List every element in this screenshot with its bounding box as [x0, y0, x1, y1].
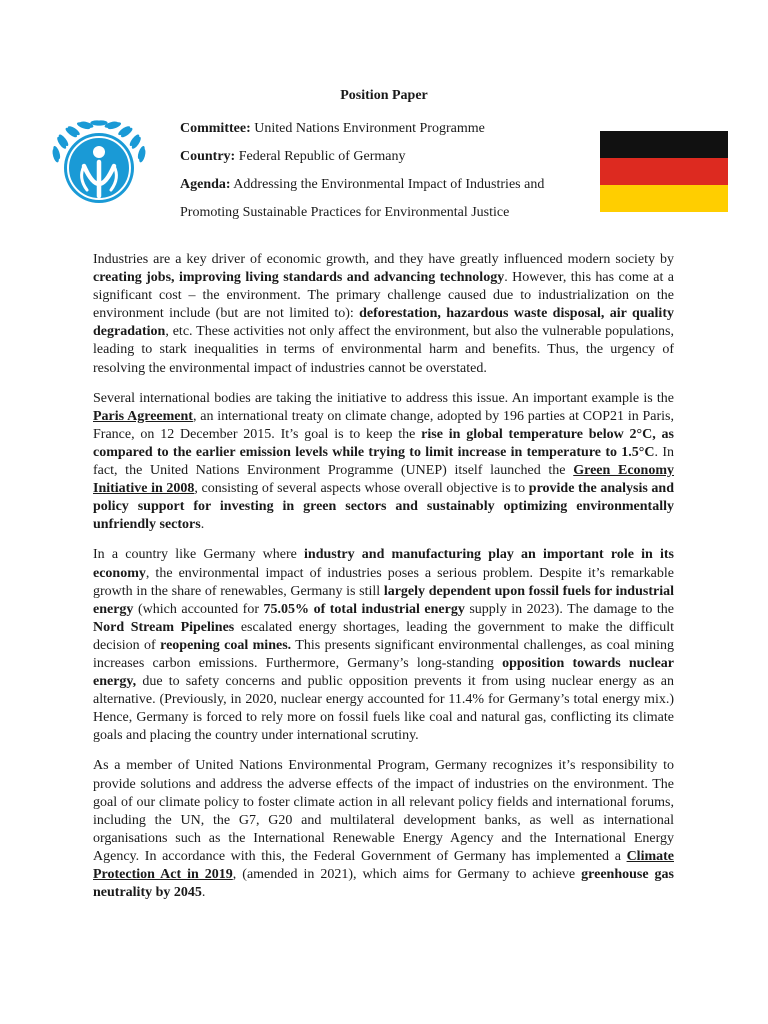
bold-run: reopening coal mines.	[160, 637, 292, 653]
bold-run: opposition towards nuclear energy,	[93, 655, 674, 690]
country-label: Country:	[180, 149, 236, 164]
text-run: , the environmental impact of industries poses a serious problem. Despite it’s remarkable growth in the share of renewables, Germany is still	[93, 565, 674, 599]
text-run: supply in 2023). The damage to the	[464, 601, 674, 617]
text-run: , (amended in 2021), which aims for Germany to achieve	[232, 867, 582, 882]
header-block	[180, 120, 600, 232]
bold-run: rise in global temperature below 2°C, as compared to the earlier emission levels while trying to limit increase in temperature to 1.5°C	[93, 426, 674, 460]
body-text	[93, 251, 674, 914]
unep-logo-icon	[40, 118, 158, 216]
text-run: , etc. These activities not only affect the environment, but also the vulnerable populations, leading to stark inequalities in terms of environmental harm and benefits. Thus, the urgency of resolving the environmental impact of industries cannot be overstated.	[93, 324, 674, 376]
country-line	[180, 148, 600, 176]
bold-run: creating jobs, improving living standards and advancing technology	[93, 270, 505, 286]
page-title: Position Paper	[340, 88, 428, 103]
german-flag-icon	[600, 131, 728, 212]
agenda-line	[180, 176, 600, 204]
bold-run: deforestation, hazardous waste disposal, air quality degradation	[93, 306, 674, 340]
text-run: . However, this has come at a significant cost – the environment. The primary challenge caused due to industrialization on the environment include (but are not limited to):	[93, 270, 674, 322]
bold-run: greenhouse gas neutrality by 2045	[93, 867, 674, 901]
text-run: Several international bodies are taking the initiative to address this issue. An important example is the	[93, 390, 674, 406]
agenda-value-2: Promoting Sustainable Practices for Environmental Justice	[180, 205, 510, 220]
paragraph	[93, 546, 674, 745]
text-run: Industries are a key driver of economic growth, and they have greatly influenced modern society by	[93, 252, 674, 267]
bold-run: largely dependent upon fossil fuels for industrial energy	[93, 583, 674, 617]
agenda-line-2	[180, 204, 600, 232]
bold-run: Green Economy Initiative in 2008	[93, 463, 674, 497]
text-run: As a member of United Nations Environmental Program, Germany recognizes it’s responsibility to provide solutions and address the adverse effects of the impact of industries on the environment. The goal of our climate policy to foster climate action in all relevant policy fields and international forums, including the UN, the G7, G20 and multilateral development banks, as well as international organisations such as the International Renewable Energy Agency and the International Energy Agency. In accordance with this, the Federal Government of Germany has implemented a	[93, 758, 674, 864]
text-run: .	[201, 885, 206, 901]
flag-stripe-black	[600, 131, 728, 158]
country-value: Federal Republic of Germany	[235, 149, 406, 164]
bold-run: industry and manufacturing play an important role in its economy	[93, 547, 674, 581]
paragraph	[93, 251, 674, 378]
text-run: .	[200, 517, 205, 533]
paragraph	[93, 757, 674, 902]
bold-run: Paris Agreement	[93, 408, 193, 424]
flag-stripe-gold	[600, 185, 728, 212]
text-run: This presents significant environmental challenges, as coal mining increases carbon emissions. Furthermore, Germany’s long-standing	[93, 637, 674, 671]
text-run: escalated energy shortages, leading the government to make the difficult decision of	[93, 619, 674, 653]
committee-line	[180, 120, 600, 148]
text-run: , consisting of several aspects whose overall objective is to	[194, 481, 529, 497]
bold-run: provide the analysis and policy support for investing in green sectors and sustainably optimizing environmentally unfriendly sectors	[93, 481, 674, 533]
bold-run: Climate Protection Act in 2019	[93, 848, 674, 882]
text-run: (which accounted for	[133, 601, 264, 617]
text-run: In a country like Germany where	[93, 547, 305, 563]
agenda-value-1: Addressing the Environmental Impact of Industries and	[230, 177, 545, 192]
text-run: due to safety concerns and public opposition prevents it from using nuclear energy as an alternative. (Previously, in 2020, nuclear energy accounted for 11.4% for Germany’s total energy mix.) Hence, Germany is forced to rely more on fossil fuels like coal and natural gas, conflicting its climate goals and placing the country under international scrutiny.	[93, 674, 674, 744]
agenda-label: Agenda:	[180, 177, 231, 192]
paragraph	[93, 390, 674, 535]
flag-stripe-red	[600, 158, 728, 185]
bold-run: 75.05% of total industrial energy	[263, 601, 465, 617]
committee-value: United Nations Environment Programme	[250, 121, 485, 136]
text-run: . In fact, the United Nations Environment Programme (UNEP) itself launched the	[93, 444, 674, 479]
committee-label: Committee:	[180, 121, 251, 136]
text-run: , an international treaty on climate change, adopted by 196 parties at COP21 in Paris, France, on 12 December 2015. It’s goal is to keep the	[93, 408, 675, 442]
bold-run: Nord Stream Pipelines	[93, 619, 235, 635]
